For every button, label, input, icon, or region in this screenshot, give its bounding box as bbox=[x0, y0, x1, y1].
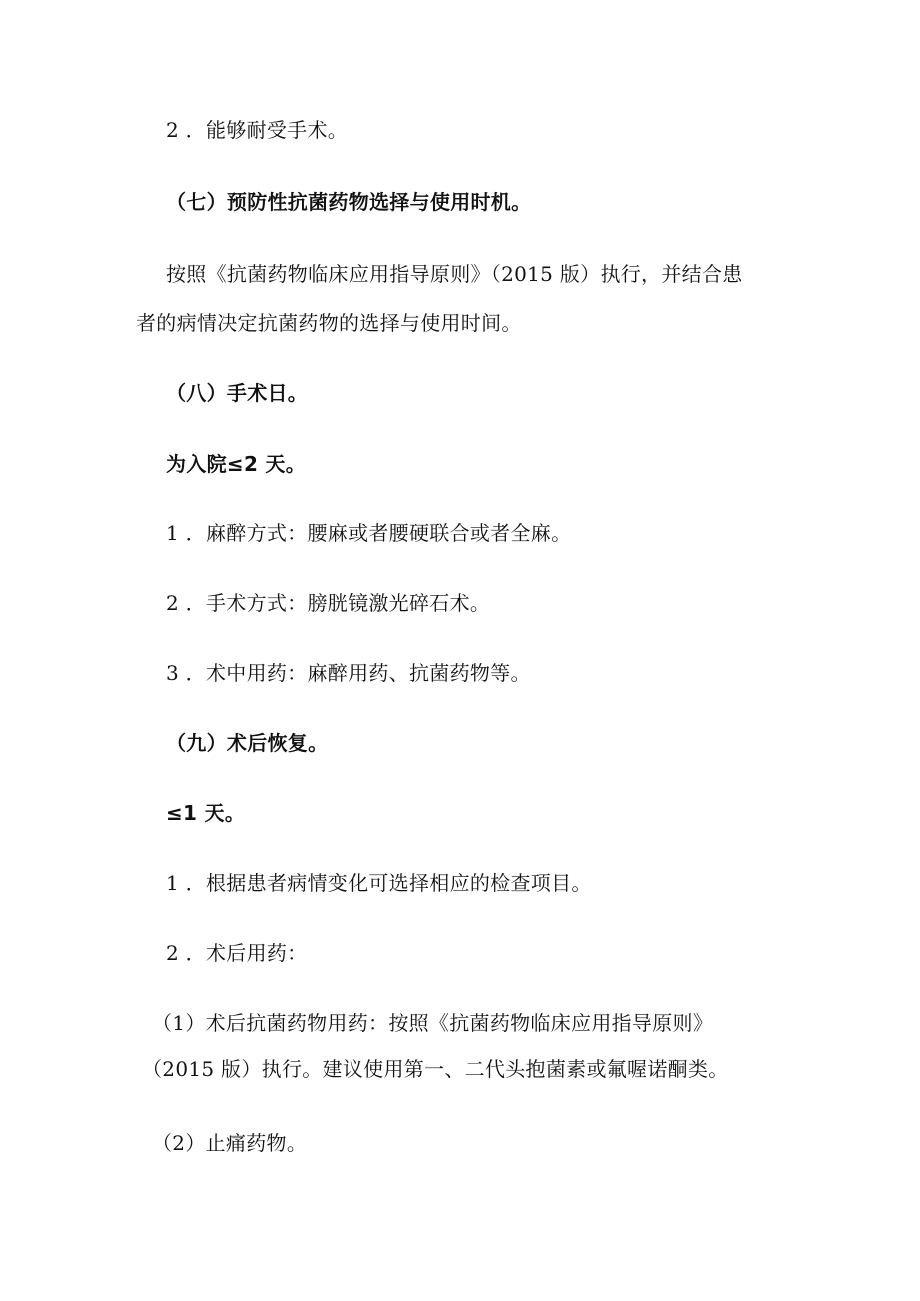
surgery-day-timing: 为入院≤2 天。 bbox=[166, 452, 307, 476]
subitem-pain-medication: （2）止痛药物。 bbox=[152, 1131, 308, 1155]
list-item-intraoperative-medication: 3 ．术中用药：麻醉用药、抗菌药物等。 bbox=[166, 661, 531, 685]
list-item-surgery-method: 2 ．手术方式：膀胱镜激光碎石术。 bbox=[166, 591, 491, 615]
section-heading-postoperative-recovery: （九）术后恢复。 bbox=[166, 731, 329, 755]
section-heading-surgery-day: （八）手术日。 bbox=[166, 381, 309, 405]
list-item-postoperative-medication: 2 ．术后用药： bbox=[166, 941, 308, 965]
list-item-examination-items: 1 ．根据患者病情变化可选择相应的检查项目。 bbox=[166, 871, 592, 895]
list-item-anesthesia-method: 1 ．麻醉方式：腰麻或者腰硬联合或者全麻。 bbox=[166, 521, 572, 545]
section-heading-prophylactic-antibiotics: （七）预防性抗菌药物选择与使用时机。 bbox=[166, 190, 532, 214]
recovery-duration: ≤1 天。 bbox=[166, 801, 246, 825]
subitem-postoperative-antibiotics-line-1: （1）术后抗菌药物用药：按照《抗菌药物临床应用指导原则》 bbox=[152, 1011, 714, 1035]
subitem-postoperative-antibiotics-line-2: （2015 版）执行。建议使用第一、二代头抱菌素或氟喔诺酮类。 bbox=[142, 1057, 729, 1081]
list-item-able-to-tolerate-surgery: 2 ．能够耐受手术。 bbox=[166, 118, 349, 142]
paragraph-antibiotic-guideline-line-2: 者的病情决定抗菌药物的选择与使用时间。 bbox=[136, 311, 522, 335]
paragraph-antibiotic-guideline-line-1: 按照《抗菌药物临床应用指导原则》（2015 版）执行，并结合患 bbox=[166, 262, 743, 286]
